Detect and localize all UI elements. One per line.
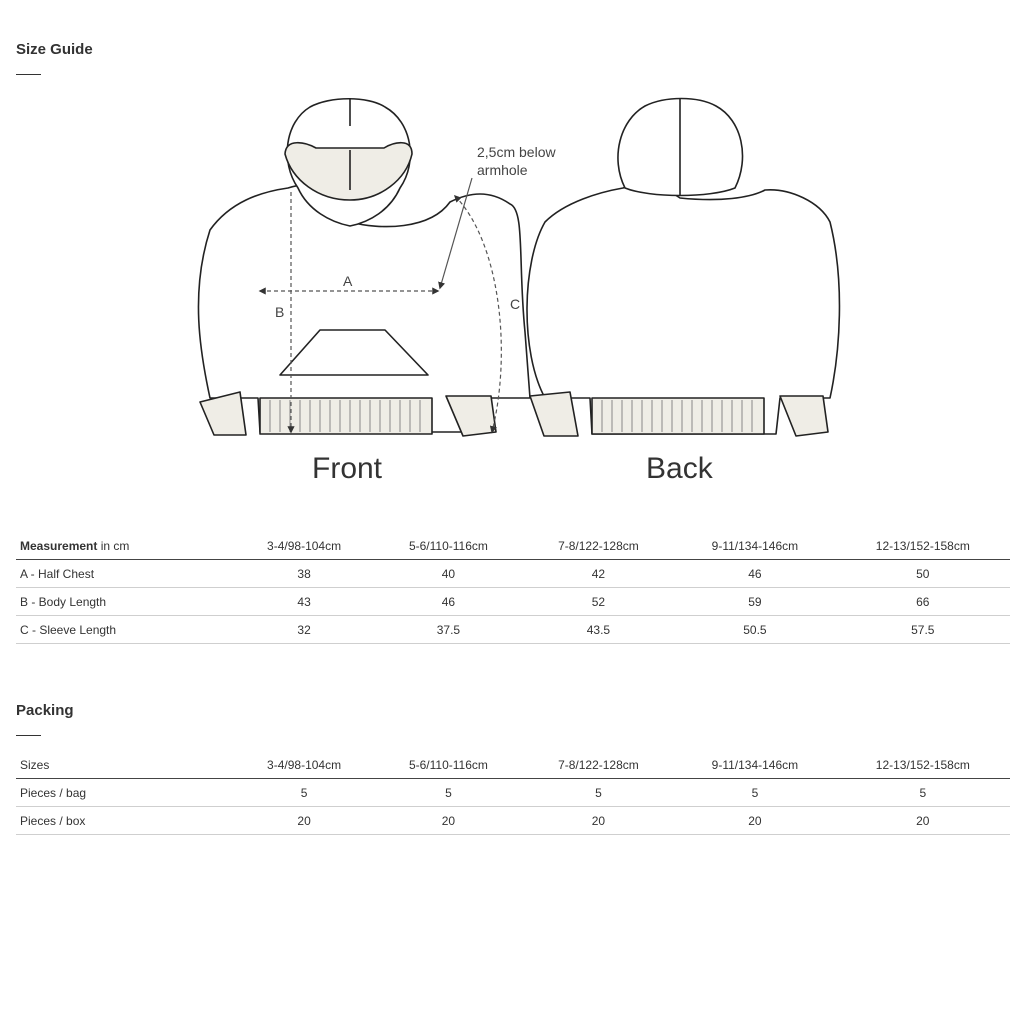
table-cell: 32 [297, 622, 311, 637]
size-column-header: 12-13/152-158cm [875, 538, 970, 553]
table-row [16, 807, 1010, 835]
table-cell: 20 [591, 813, 606, 828]
table-header-row [16, 532, 1010, 560]
table-cell: 46 [441, 594, 456, 609]
table-cell: 52 [591, 594, 606, 609]
back-hoodie-drawing [527, 98, 839, 436]
size-guide-title: Size Guide [16, 41, 93, 58]
packing-table [16, 751, 1010, 835]
table-cell: 43.5 [586, 622, 611, 637]
table-cell: 20 [441, 813, 456, 828]
back-hem-rib [592, 398, 764, 434]
size-column-header: 3-4/98-104cm [267, 538, 342, 553]
dimension-label-c: C [510, 296, 521, 312]
table-cell: 5 [300, 785, 308, 800]
table-cell: 5 [445, 785, 452, 800]
table-cell: 40 [441, 566, 456, 581]
measurement-header-bold: Measurement [20, 538, 98, 553]
table-row [16, 616, 1010, 644]
table-row [16, 560, 1010, 588]
armhole-note-line1: 2,5cm below [477, 144, 556, 160]
row-label: B - Body Length [20, 594, 107, 609]
table-cell: 50 [916, 566, 930, 581]
size-measurement-table [16, 532, 1010, 644]
table-cell: 5 [751, 785, 759, 800]
size-column-header: 5-6/110-116cm [408, 538, 488, 553]
size-column-header: 7-8/122-128cm [558, 757, 639, 772]
back-left-cuff [530, 392, 578, 436]
row-label: Pieces / bag [20, 785, 87, 800]
table-cell: 59 [748, 594, 762, 609]
back-right-cuff [780, 396, 828, 436]
table-cell: 5 [595, 785, 602, 800]
table-cell: 50.5 [743, 622, 767, 637]
size-column-header: 5-6/110-116cm [408, 757, 488, 772]
measurement-header-unit: in cm [97, 538, 130, 553]
table-row [16, 779, 1010, 807]
table-cell: 20 [297, 813, 311, 828]
size-column-header: 9-11/134-146cm [711, 757, 799, 772]
sizes-header: Sizes [20, 757, 50, 772]
hoodie-diagram [180, 92, 850, 492]
row-label: Pieces / box [20, 813, 86, 828]
table-cell: 38 [297, 566, 311, 581]
table-cell: 20 [916, 813, 930, 828]
size-guide-divider [16, 74, 41, 75]
size-column-header: 12-13/152-158cm [875, 757, 970, 772]
table-cell: 66 [916, 594, 930, 609]
table-cell: 46 [748, 566, 762, 581]
back-view-label: Back [646, 452, 713, 485]
front-left-cuff [200, 392, 246, 435]
table-cell: 37.5 [436, 622, 461, 637]
row-label: C - Sleeve Length [20, 622, 117, 637]
front-hem-rib [260, 398, 432, 434]
dimension-label-a: A [343, 273, 353, 289]
packing-title: Packing [16, 702, 74, 719]
table-cell: 20 [748, 813, 762, 828]
armhole-note-line2: armhole [477, 162, 528, 178]
size-column-header: 7-8/122-128cm [558, 538, 639, 553]
packing-divider [16, 735, 41, 736]
table-header-row [16, 751, 1010, 779]
table-row [16, 588, 1010, 616]
size-column-header: 9-11/134-146cm [711, 538, 799, 553]
dimension-label-b: B [275, 304, 285, 320]
table-cell: 5 [919, 785, 927, 800]
row-label: A - Half Chest [20, 566, 95, 581]
table-cell: 42 [591, 566, 606, 581]
measurement-header [16, 532, 234, 560]
front-view-label: Front [312, 452, 383, 485]
table-cell: 43 [297, 594, 311, 609]
table-cell: 57.5 [911, 622, 935, 637]
size-column-header: 3-4/98-104cm [267, 757, 342, 772]
